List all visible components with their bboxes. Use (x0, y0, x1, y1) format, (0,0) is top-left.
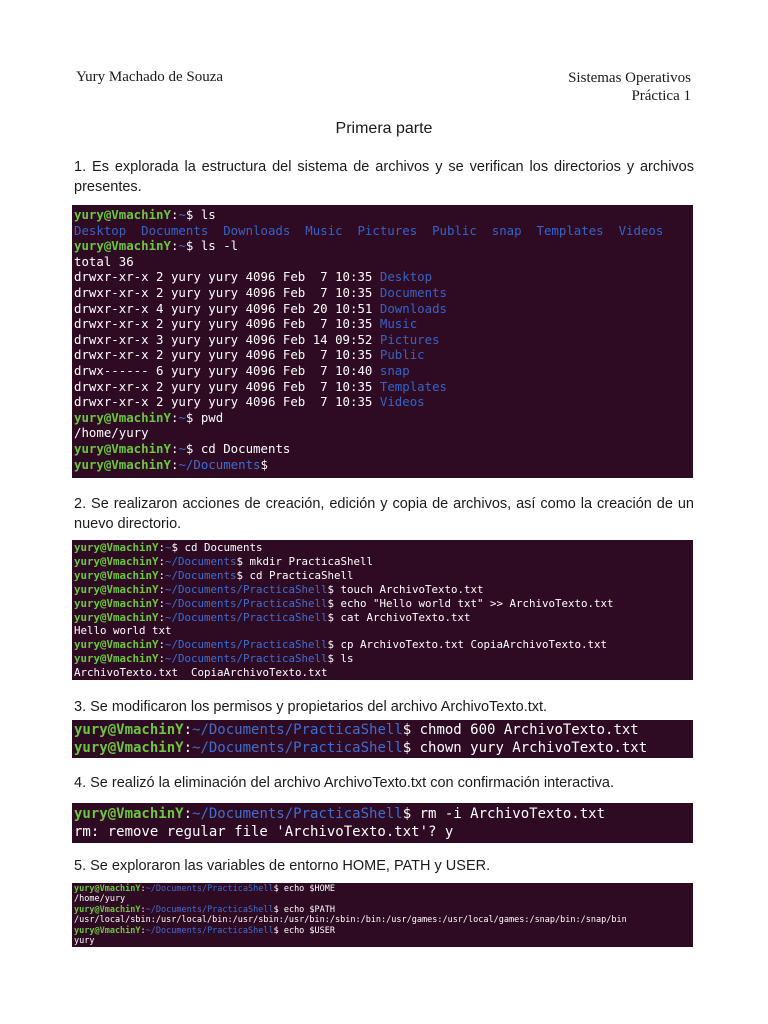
terminal-out-text: drwxr-xr-x 2 yury yury 4096 Feb 7 10:35 (74, 378, 380, 394)
terminal-line (74, 379, 693, 395)
terminal-path-text: ~/Documents (178, 456, 261, 472)
terminal-out-text: ArchivoTexto.txt CopiaArchivoTexto.txt (74, 666, 328, 680)
terminal-out-text: rm: remove regular file 'ArchivoTexto.txt'? y (74, 824, 454, 840)
terminal-line (74, 347, 693, 363)
step-5-text: 5. Se exploraron las variables de entorno HOME, PATH y USER. (74, 858, 491, 874)
terminal-cmd-text: : (140, 925, 146, 936)
terminal-cmd-text: $ cp ArchivoTexto.txt CopiaArchivoTexto.txt (327, 638, 608, 652)
terminal-path-text: ~ (178, 440, 186, 456)
terminal-cmd-text: : (183, 740, 193, 756)
terminal-out-text: Hello world txt (74, 624, 172, 638)
terminal-dir-text: Desktop (379, 269, 433, 285)
terminal-cmd-text: : (170, 238, 179, 254)
terminal-prompt-text: yury@VmachinY (74, 638, 159, 652)
terminal-prompt-text: yury@VmachinY (74, 610, 159, 624)
terminal-path-text: ~/Documents/PracticaShell (165, 610, 328, 624)
terminal-line (74, 597, 693, 611)
terminal-out-text: yury (74, 936, 95, 947)
terminal-path-text: ~/Documents/PracticaShell (165, 582, 328, 596)
terminal-line (74, 441, 693, 457)
terminal-cmd-text: $ echo $PATH (273, 904, 336, 915)
terminal-line (74, 363, 693, 379)
terminal-cmd-text: : (183, 722, 193, 738)
terminal-cmd-text: : (140, 904, 146, 915)
terminal-line (74, 541, 693, 555)
terminal-path-text: ~/Documents/PracticaShell (192, 740, 403, 756)
terminal-path-text: ~/Documents (165, 554, 237, 568)
terminal-path-text: ~/Documents/PracticaShell (145, 904, 274, 915)
terminal-screenshot-3 (72, 720, 693, 758)
terminal-out-text: drwxr-xr-x 2 yury yury 4096 Feb 7 10:35 (74, 269, 380, 285)
terminal-cmd-text: $ touch ArchivoTexto.txt (327, 582, 484, 596)
terminal-prompt-text: yury@VmachinY (74, 740, 184, 756)
terminal-cmd-text: : (158, 554, 166, 568)
terminal-line (74, 624, 693, 638)
course-name: Sistemas Operativos (568, 70, 691, 86)
terminal-screenshot-1 (72, 205, 693, 478)
terminal-line (74, 884, 693, 894)
terminal-cmd-text: : (183, 806, 193, 822)
terminal-cmd-text: : (170, 440, 179, 456)
terminal-dir-text: Pictures (379, 331, 440, 347)
terminal-cmd-text: $ ls -l (185, 238, 239, 254)
terminal-path-text: ~/Documents/PracticaShell (165, 638, 328, 652)
author-name: Yury Machado de Souza (76, 69, 224, 85)
terminal-cmd-text: $ (260, 456, 268, 472)
terminal-path-text: ~/Documents/PracticaShell (192, 722, 403, 738)
terminal-path-text: ~ (178, 207, 186, 222)
terminal-out-text: drwxr-xr-x 4 yury yury 4096 Feb 20 10:51 (74, 300, 380, 316)
terminal-cmd-text: $ cd Documents (171, 541, 263, 554)
terminal-prompt-text: yury@VmachinY (74, 884, 141, 894)
terminal-cmd-text: $ echo $USER (273, 925, 336, 936)
terminal-line (74, 666, 693, 680)
terminal-line (74, 926, 693, 936)
terminal-out-text: drwx------ 6 yury yury 4096 Feb 7 10:40 (74, 362, 380, 378)
terminal-prompt-text: yury@VmachinY (74, 207, 171, 222)
terminal-cmd-text: $ ls (185, 207, 216, 222)
terminal-cmd-text: : (158, 638, 166, 652)
terminal-path-text: ~/Documents/PracticaShell (145, 884, 274, 894)
terminal-line (74, 207, 693, 223)
terminal-dir-text: Downloads (379, 300, 447, 316)
terminal-line (74, 394, 693, 410)
terminal-cmd-text: : (158, 652, 166, 666)
terminal-out-text: drwxr-xr-x 2 yury yury 4096 Feb 7 10:35 (74, 347, 380, 363)
terminal-path-text: ~/Documents/PracticaShell (165, 596, 328, 610)
terminal-cmd-text: : (170, 409, 179, 425)
terminal-out-text: drwxr-xr-x 3 yury yury 4096 Feb 14 09:52 (74, 331, 380, 347)
terminal-cmd-text: $ echo "Hello world txt" >> ArchivoTexto.txt (327, 596, 614, 610)
terminal-prompt-text: yury@VmachinY (74, 440, 171, 456)
terminal-prompt-text: yury@VmachinY (74, 582, 159, 596)
terminal-cmd-text: $ cd PracticaShell (236, 568, 354, 582)
terminal-line (74, 223, 693, 239)
terminal-line (74, 638, 693, 652)
terminal-line (74, 425, 693, 441)
terminal-cmd-text: $ echo $HOME (273, 884, 336, 894)
terminal-line (74, 569, 693, 583)
terminal-line (74, 652, 693, 666)
terminal-line (74, 583, 693, 597)
terminal-out-text: /home/yury (74, 425, 149, 441)
terminal-out-text: /usr/local/sbin:/usr/local/bin:/usr/sbin:/usr/bin:/sbin:/bin:/usr/games:/usr/local/games:/snap/bin:/snap/bin (74, 915, 627, 926)
terminal-cmd-text: $ chmod 600 ArchivoTexto.txt (402, 722, 639, 738)
terminal-dir-text: Documents (379, 284, 447, 300)
terminal-path-text: ~ (178, 409, 186, 425)
section-title: Primera parte (335, 120, 433, 137)
terminal-prompt-text: yury@VmachinY (74, 652, 159, 666)
terminal-line (74, 316, 693, 332)
terminal-out-text: drwxr-xr-x 2 yury yury 4096 Feb 7 10:35 (74, 394, 380, 410)
terminal-line (74, 915, 693, 925)
terminal-screenshot-2 (72, 540, 693, 680)
terminal-cmd-text: : (158, 596, 166, 610)
terminal-cmd-text: : (158, 610, 166, 624)
terminal-cmd-text: : (158, 568, 166, 582)
step-2-text: 2. Se realizaron acciones de creación, edición y copia de archivos, así como la creación de un nuevo directorio. (74, 496, 694, 532)
terminal-cmd-text: $ pwd (185, 409, 224, 425)
practice-number: Práctica 1 (631, 88, 691, 104)
terminal-line (74, 285, 693, 301)
terminal-prompt-text: yury@VmachinY (74, 409, 171, 425)
terminal-prompt-text: yury@VmachinY (74, 541, 159, 554)
step-3-text: 3. Se modificaron los permisos y propietarios del archivo ArchivoTexto.txt. (74, 699, 548, 715)
terminal-path-text: ~ (165, 541, 172, 554)
terminal-prompt-text: yury@VmachinY (74, 596, 159, 610)
terminal-path-text: ~/Documents (165, 568, 237, 582)
terminal-dir-text: Desktop Documents Downloads Music Pictures Public snap Templates Videos (74, 222, 664, 238)
terminal-dir-text: Templates (379, 378, 447, 394)
terminal-dir-text: Music (379, 316, 418, 332)
terminal-dir-text: Videos (379, 394, 425, 410)
terminal-path-text: ~/Documents/PracticaShell (165, 652, 328, 666)
terminal-line (74, 555, 693, 569)
terminal-line (74, 238, 693, 254)
terminal-line (74, 905, 693, 915)
terminal-prompt-text: yury@VmachinY (74, 456, 171, 472)
terminal-line (74, 894, 693, 904)
step-1-text: 1. Es explorada la estructura del sistema de archivos y se verifican los directorios y archivos presentes. (74, 159, 694, 195)
step-4-text: 4. Se realizó la eliminación del archivo ArchivoTexto.txt con confirmación interactiva. (74, 775, 614, 791)
terminal-path-text: ~/Documents/PracticaShell (145, 925, 274, 936)
terminal-cmd-text: : (140, 884, 146, 894)
terminal-cmd-text: : (158, 541, 166, 554)
terminal-prompt-text: yury@VmachinY (74, 238, 171, 254)
terminal-line (74, 721, 693, 739)
terminal-out-text: /home/yury (74, 894, 126, 905)
terminal-cmd-text: : (170, 207, 179, 222)
terminal-cmd-text: $ rm -i ArchivoTexto.txt (402, 806, 606, 822)
terminal-line (74, 936, 693, 946)
terminal-prompt-text: yury@VmachinY (74, 925, 141, 936)
terminal-screenshot-4 (72, 803, 693, 843)
terminal-cmd-text: $ cat ArchivoTexto.txt (327, 610, 471, 624)
terminal-dir-text: snap (379, 362, 410, 378)
terminal-path-text: ~ (178, 238, 186, 254)
terminal-prompt-text: yury@VmachinY (74, 568, 159, 582)
terminal-line (74, 269, 693, 285)
terminal-out-text: drwxr-xr-x 2 yury yury 4096 Feb 7 10:35 (74, 284, 380, 300)
terminal-line (74, 457, 693, 473)
terminal-cmd-text: $ ls (327, 652, 354, 666)
terminal-line (74, 254, 693, 270)
terminal-line (74, 410, 693, 426)
terminal-path-text: ~/Documents/PracticaShell (192, 806, 403, 822)
terminal-prompt-text: yury@VmachinY (74, 904, 141, 915)
terminal-line (74, 611, 693, 625)
terminal-prompt-text: yury@VmachinY (74, 722, 184, 738)
terminal-line (74, 739, 693, 757)
terminal-cmd-text: $ chown yury ArchivoTexto.txt (402, 740, 648, 756)
terminal-prompt-text: yury@VmachinY (74, 554, 159, 568)
terminal-out-text: drwxr-xr-x 2 yury yury 4096 Feb 7 10:35 (74, 316, 380, 332)
terminal-dir-text: Public (379, 347, 425, 363)
terminal-line (74, 823, 693, 841)
terminal-line (74, 805, 693, 823)
terminal-out-text: total 36 (74, 253, 134, 269)
terminal-screenshot-5 (72, 883, 693, 947)
terminal-cmd-text: : (170, 456, 179, 472)
terminal-prompt-text: yury@VmachinY (74, 806, 184, 822)
terminal-cmd-text: $ mkdir PracticaShell (236, 554, 374, 568)
course-info (568, 69, 691, 105)
terminal-line (74, 332, 693, 348)
terminal-cmd-text: : (158, 582, 166, 596)
terminal-line (74, 301, 693, 317)
terminal-cmd-text: $ cd Documents (185, 440, 291, 456)
